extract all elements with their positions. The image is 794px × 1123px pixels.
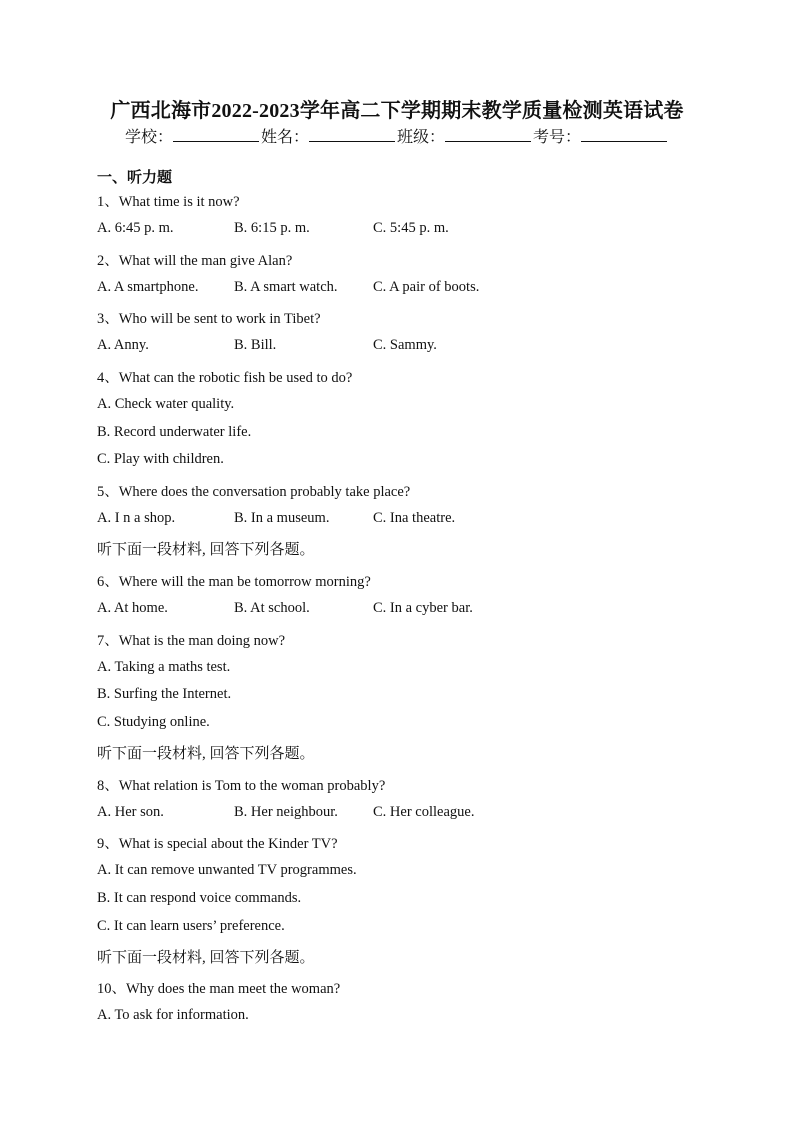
listening-note-2: 听下面一段材料, 回答下列各题。: [97, 746, 315, 762]
question-6: 6、Where will the man be tomorrow morning?: [97, 574, 371, 590]
q9-option-a: A. It can remove unwanted TV programmes.: [97, 862, 357, 878]
school-label: 学校：: [124, 129, 173, 146]
q7-option-a: A. Taking a maths test.: [97, 659, 231, 675]
name-label: 姓名：: [260, 129, 309, 146]
q6-option-c: C. In a cyber bar.: [373, 600, 473, 616]
q5-option-c: C. Ina theatre.: [373, 510, 456, 526]
question-2: 2、What will the man give Alan?: [97, 253, 293, 269]
q1-option-b: B. 6:15 p. m.: [234, 220, 310, 236]
class-label: 班级：: [397, 129, 446, 146]
q3-option-b: B. Bill.: [234, 337, 277, 353]
q3-option-a: A. Anny.: [97, 337, 149, 353]
q7-option-c: C. Studying online.: [97, 714, 210, 730]
section-heading: 一、听力题: [97, 170, 173, 186]
class-blank[interactable]: [445, 127, 531, 142]
q8-option-c: C. Her colleague.: [373, 804, 475, 820]
question-5: 5、Where does the conversation probably take place?: [97, 484, 411, 500]
question-10: 10、Why does the man meet the woman?: [97, 981, 341, 997]
student-info-line: [0, 124, 794, 147]
question-9: 9、What is special about the Kinder TV?: [97, 836, 338, 852]
question-8: 8、What relation is Tom to the woman probably?: [97, 778, 386, 794]
q8-option-b: B. Her neighbour.: [234, 804, 338, 820]
question-3: 3、Who will be sent to work in Tibet?: [97, 311, 321, 327]
q5-option-b: B. In a museum.: [234, 510, 330, 526]
q2-option-a: A. A smartphone.: [97, 279, 199, 295]
exam-no-label: 考号：: [533, 129, 582, 146]
q4-option-b: B. Record underwater life.: [97, 424, 252, 440]
q1-option-a: A. 6:45 p. m.: [97, 220, 174, 236]
school-blank[interactable]: [173, 127, 259, 142]
page-title: 广西北海市2022-2023学年高二下学期期末教学质量检测英语试卷: [110, 100, 684, 122]
question-1: 1、What time is it now?: [97, 194, 240, 210]
question-4: 4、What can the robotic fish be used to do?: [97, 370, 353, 386]
q2-option-b: B. A smart watch.: [234, 279, 338, 295]
q3-option-c: C. Sammy.: [373, 337, 437, 353]
q7-option-b: B. Surfing the Internet.: [97, 686, 232, 702]
q6-option-b: B. At school.: [234, 600, 310, 616]
name-blank[interactable]: [309, 127, 395, 142]
q9-option-c: C. It can learn users’ preference.: [97, 918, 285, 934]
q10-option-a: A. To ask for information.: [97, 1007, 249, 1023]
listening-note-3: 听下面一段材料, 回答下列各题。: [97, 950, 315, 966]
q6-option-a: A. At home.: [97, 600, 168, 616]
q9-option-b: B. It can respond voice commands.: [97, 890, 302, 906]
q4-option-c: C. Play with children.: [97, 451, 224, 467]
q4-option-a: A. Check water quality.: [97, 396, 235, 412]
listening-note-1: 听下面一段材料, 回答下列各题。: [97, 542, 315, 558]
q8-option-a: A. Her son.: [97, 804, 164, 820]
question-7: 7、What is the man doing now?: [97, 633, 286, 649]
q5-option-a: A. I n a shop.: [97, 510, 176, 526]
q1-option-c: C. 5:45 p. m.: [373, 220, 449, 236]
q2-option-c: C. A pair of boots.: [373, 279, 480, 295]
exam-no-blank[interactable]: [581, 127, 667, 142]
